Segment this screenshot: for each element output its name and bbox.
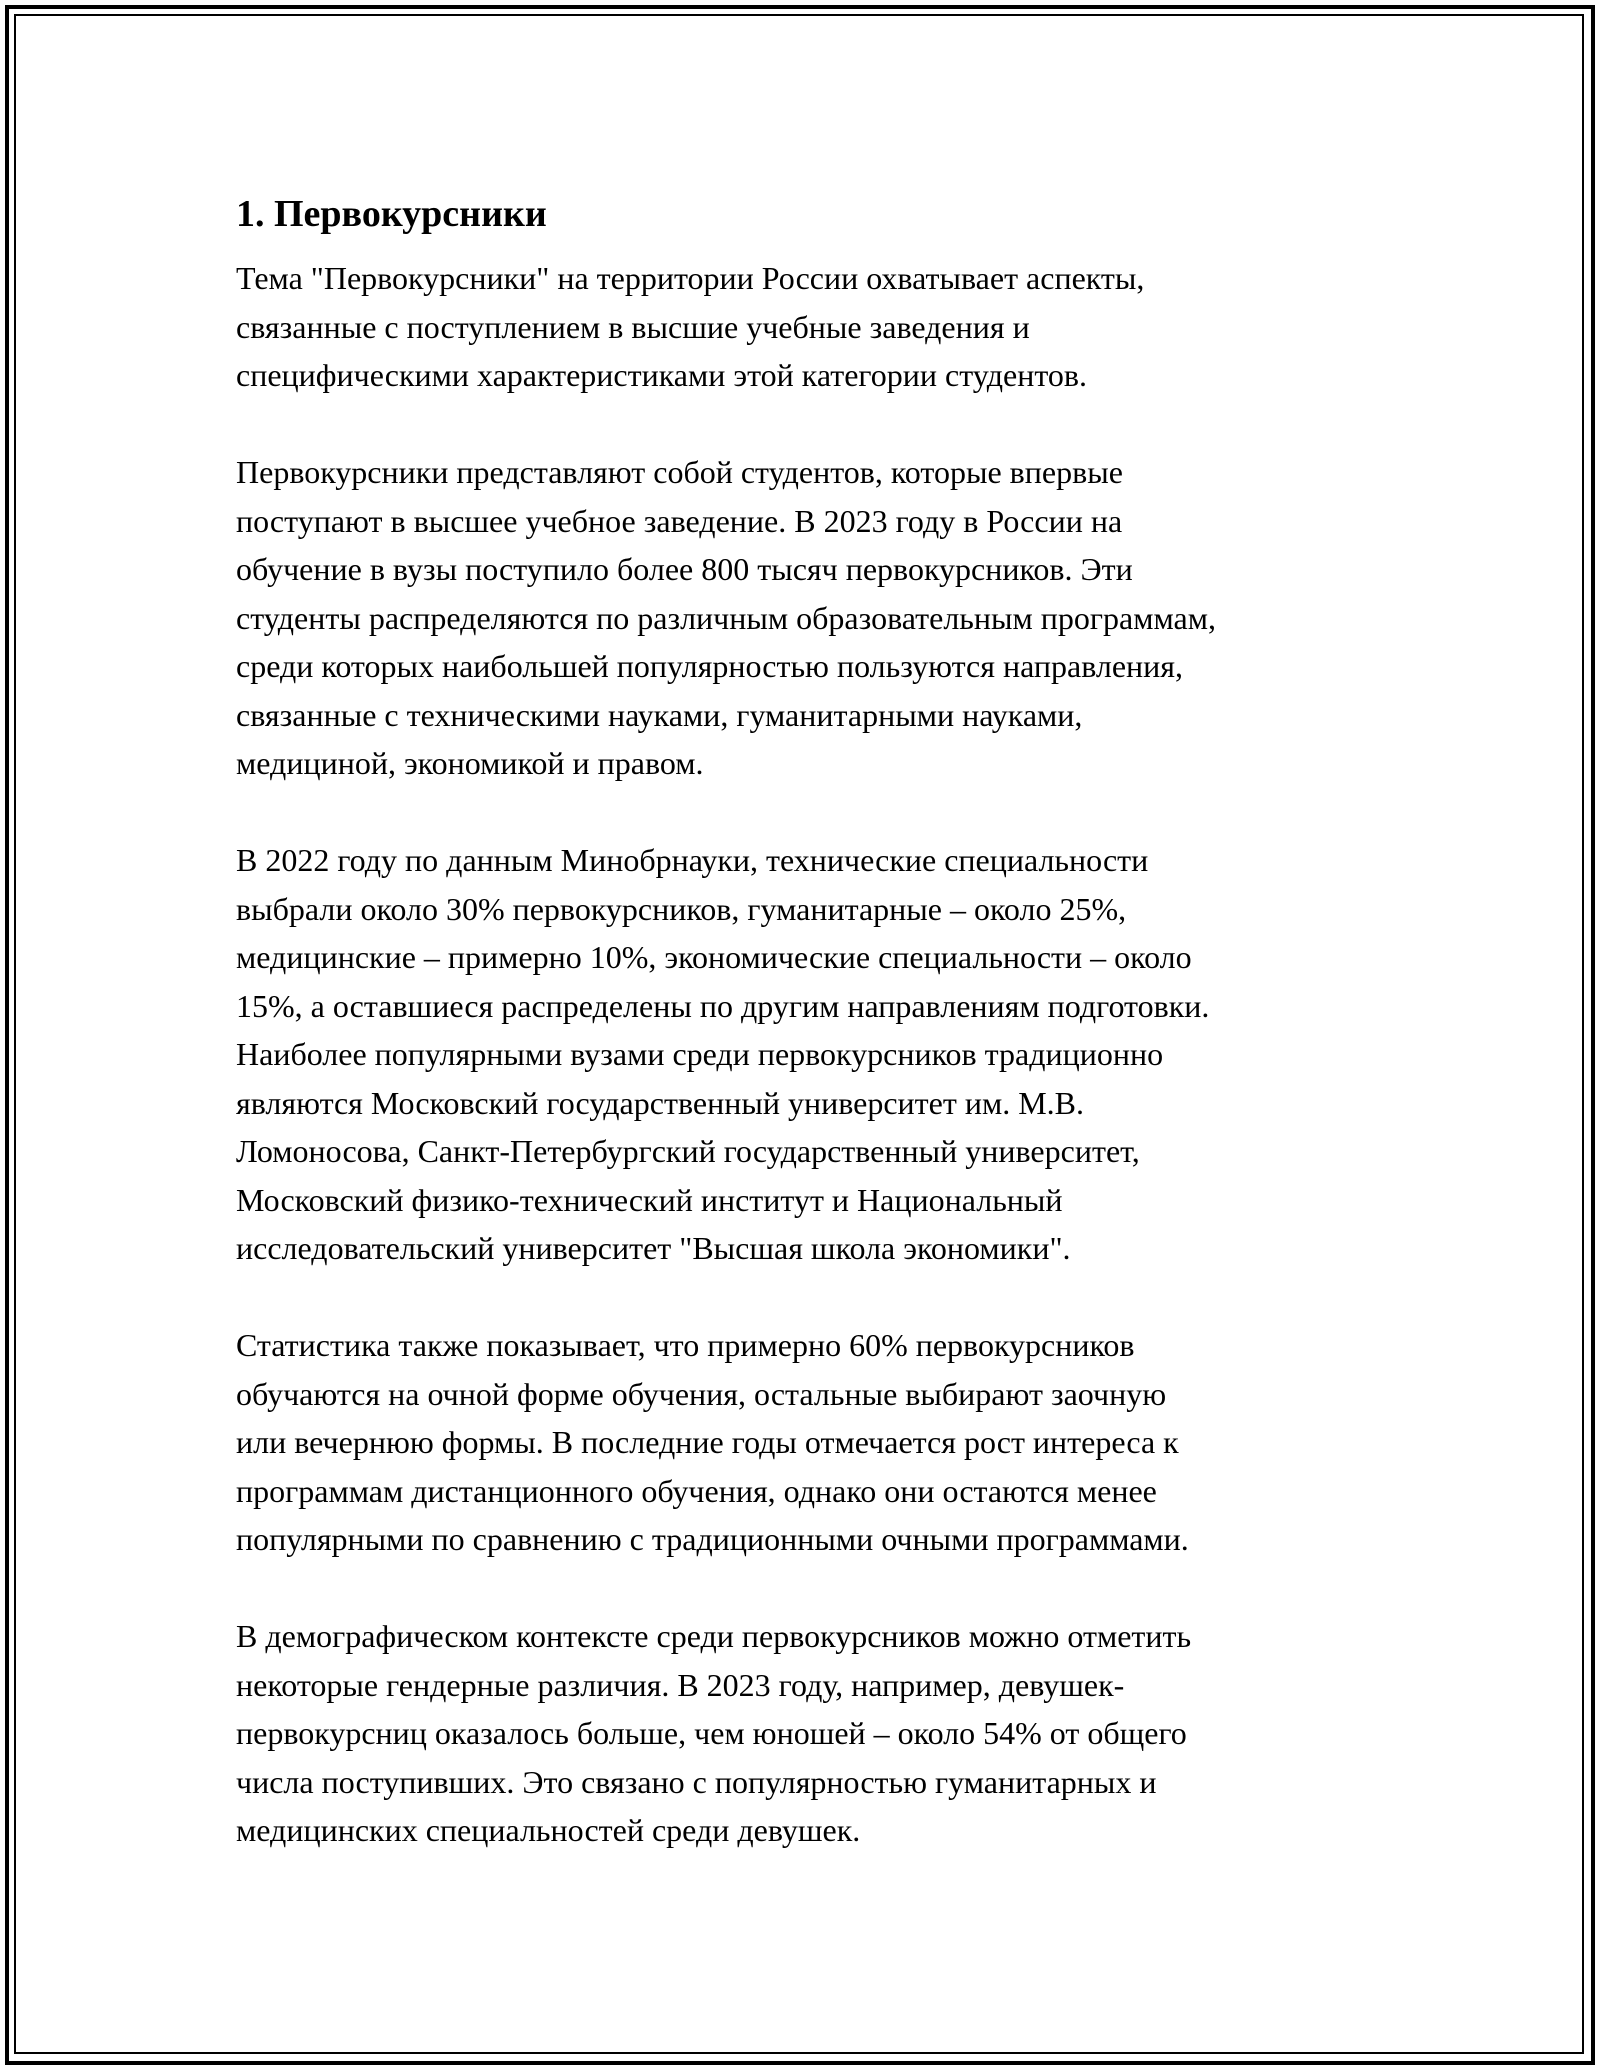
paragraph-intro: Тема "Первокурсники" на территории России охватывает аспекты, связанные с поступлением в высшие учебные заведения и специфическими характеристиками этой категории студентов. <box>236 260 1145 393</box>
paragraph-demographics: В демографическом контексте среди первокурсников можно отметить некоторые гендерные различия. В 2023 году, например, девушек- первокурсниц оказалось больше, чем юношей – около 54% от общего числа поступивших. Это связано с популярностью гуманитарных и медицинских специальностей среди девушек. <box>236 1618 1192 1848</box>
paragraph-specialties: В 2022 году по данным Минобрнауки, технические специальности выбрали около 30% первокурсников, гуманитарные – около 25%, медицинские – примерно 10%, экономические специальности – около 15%, а оставшиеся распределены по другим направлениям подготовки. Наиболее популярными вузами среди первокурсников традиционно являются Московский государственный университет им. М.В. Ломоносова, Санкт-Петербургский государственный университет, Московский физико-технический институт и Национальный исследовательский университет "Высшая школа экономики". <box>236 842 1210 1266</box>
document-body <box>236 184 1376 1903</box>
section-heading: 1. Первокурсники <box>236 193 547 235</box>
paragraph-definition: Первокурсники представляют собой студентов, которые впервые поступают в высшее учебное заведение. В 2023 году в России на обучение в вузы поступило более 800 тысяч первокурсников. Эти студенты распределяются по различным образовательным программам, среди которых наибольшей популярностью пользуются направления, связанные с техническими науками, гуманитарными науками, медициной, экономикой и правом. <box>236 454 1216 781</box>
paragraph-study-forms: Статистика также показывает, что примерно 60% первокурсников обучаются на очной форме обучения, остальные выбирают заочную или вечернюю формы. В последние годы отмечается рост интереса к программам дистанционного обучения, однако они остаются менее популярными по сравнению с традиционными очными программами. <box>236 1327 1189 1557</box>
